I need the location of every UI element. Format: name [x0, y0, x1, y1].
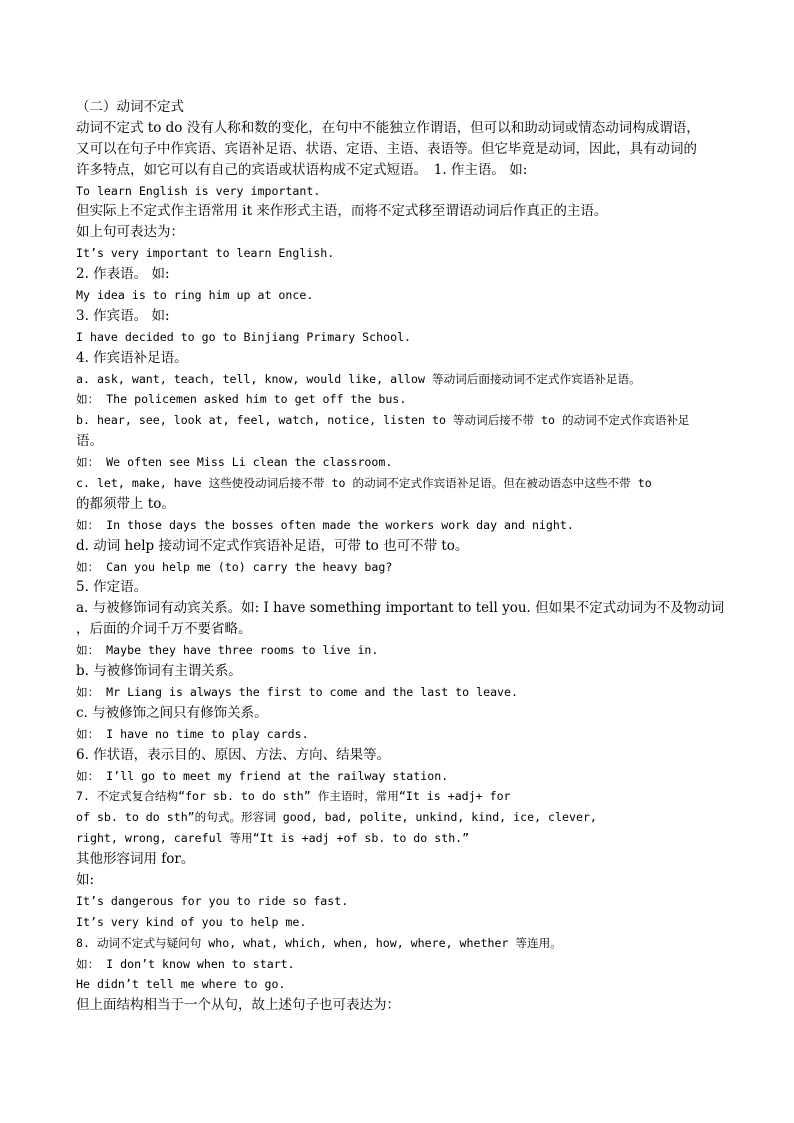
- paragraph-line: 许多特点，如它可以有自己的宾语或状语构成不定式短语。 1. 作主语。 如:: [76, 161, 528, 178]
- example-sentence: 如： We often see Miss Li clean the classroom.: [76, 455, 393, 470]
- example-sentence: It’s very important to learn English.: [76, 246, 335, 261]
- paragraph-line: of sb. to do sth”的句式。形容词 good, bad, polite, unkind, kind, ice, clever,: [76, 810, 597, 825]
- example-sentence: I have decided to go to Binjiang Primary School.: [76, 329, 412, 344]
- paragraph-line: 如上句可表达为：: [76, 224, 184, 241]
- list-heading: 6. 作状语，表示目的、原因、方法、方向、结果等。: [76, 746, 391, 763]
- paragraph-line: 但上面结构相当于一个从句，故上述句子也可表达为：: [76, 997, 400, 1014]
- paragraph-line: 如:: [76, 871, 95, 888]
- paragraph-line: 动词不定式 to do 没有人称和数的变化，在句中不能独立作谓语，但可以和助动词或情态动词构成谓语，: [76, 119, 700, 136]
- example-sentence: It’s very kind of you to help me.: [76, 914, 307, 929]
- paragraph-line: 但实际上不定式作主语常用 it 来作形式主语，而将不定式移至谓语动词后作真正的主语。: [76, 203, 608, 220]
- example-sentence: To learn English is very important.: [76, 183, 321, 198]
- paragraph-line: 8. 动词不定式与疑问句 who, what, which, when, how, where, whether 等连用。: [76, 935, 562, 950]
- list-heading: 3. 作宾语。 如:: [76, 307, 170, 324]
- list-heading: 4. 作宾语补足语。: [76, 349, 188, 366]
- paragraph-line: 7. 不定式复合结构“for sb. to do sth” 作主语时，常用“It is +adj+ for: [76, 789, 511, 804]
- paragraph-line: c. let, make, have 这些使役动词后接不带 to 的动词不定式作宾语补足语。但在被动语态中这些不带 to: [76, 476, 652, 491]
- list-heading: 5. 作定语。: [76, 579, 148, 596]
- example-sentence: He didn’t tell me where to go.: [76, 977, 286, 992]
- paragraph-line: c. 与被修饰之间只有修饰关系。: [76, 704, 268, 721]
- paragraph-line: 的都须带上 to。: [76, 495, 175, 512]
- paragraph-line: 其他形容词用 for。: [76, 851, 195, 868]
- example-sentence: My idea is to ring him up at once.: [76, 288, 314, 303]
- example-sentence: It’s dangerous for you to ride so fast.: [76, 893, 349, 908]
- paragraph-line: d. 动词 help 接动词不定式作宾语补足语，可带 to 也可不带 to。: [76, 537, 469, 554]
- example-sentence: 如： In those days the bosses often made the workers work day and night.: [76, 517, 574, 532]
- paragraph-line: 又可以在句子中作宾语、宾语补足语、状语、定语、主语、表语等。但它毕竟是动词，因此，具有动词的: [76, 140, 697, 157]
- example-sentence: 如： I don’t know when to start.: [76, 956, 295, 971]
- list-heading: 2. 作表语。 如:: [76, 266, 170, 283]
- example-sentence: 如： Can you help me (to) carry the heavy bag?: [76, 559, 393, 574]
- section-heading: （二）动词不定式: [76, 99, 184, 115]
- example-sentence: 如： I’ll go to meet my friend at the railway station.: [76, 768, 449, 783]
- paragraph-line: b. hear, see, look at, feel, watch, notice, listen to 等动词后接不带 to 的动词不定式作宾语补足: [76, 413, 690, 428]
- example-sentence: 如： Mr Liang is always the first to come and the last to leave.: [76, 684, 518, 699]
- document-page: [76, 97, 726, 1016]
- paragraph-line: right, wrong, careful 等用“It is +adj +of sb. to do sth.”: [76, 831, 470, 846]
- paragraph-line: a. 与被修饰词有动宾关系。如: I have something important to tell you. 但如果不定式动词为不及物动词: [76, 600, 725, 617]
- paragraph-line: ，后面的介词千万不要省略。: [76, 621, 252, 638]
- example-sentence: 如： Maybe they have three rooms to live in.: [76, 643, 379, 658]
- paragraph-line: a. ask, want, teach, tell, know, would like, allow 等动词后面接动词不定式作宾语补足语。: [76, 371, 641, 386]
- example-sentence: 如： I have no time to play cards.: [76, 726, 309, 741]
- paragraph-line: 语。: [76, 433, 103, 450]
- example-sentence: 如： The policemen asked him to get off the bus.: [76, 392, 407, 407]
- paragraph-line: b. 与被修饰词有主谓关系。: [76, 663, 242, 680]
